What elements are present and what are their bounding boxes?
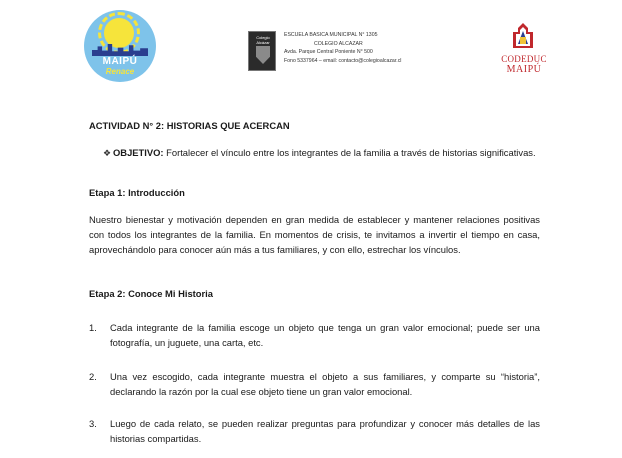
objective-text: Fortalecer el vínculo entre los integrantes de la familia a través de historias significativas.: [163, 147, 536, 158]
school-info-line: Avda. Parque Central Poniente N° 500: [284, 49, 373, 56]
list-item-text: Una vez escogido, cada integrante muestra el objeto a sus familiares, y comparte su “historia”, declarando la razón por la cual ese objeto tiene un gran valor emocional.: [110, 371, 540, 397]
stage1-paragraph: Nuestro bienestar y motivación dependen en gran medida de establecer y mantener relaciones positivas con todos los integrantes de la familia. En momentos de crisis, te invitamos a invertir el tiempo en casa, aprovechándolo para conocer aún más a tus familiares, y con ello, estrechar los vínculos.: [89, 214, 540, 255]
school-info: [284, 31, 414, 65]
list-item-number: 2.: [89, 371, 97, 382]
objective-label: OBJETIVO:: [113, 147, 164, 158]
crest-label: Colegio Alcázar: [256, 35, 270, 45]
maipu-renace-logo: [84, 10, 156, 82]
stage1-heading: Etapa 1: Introducción: [89, 187, 185, 198]
renace-logo-text: Renace: [105, 67, 135, 76]
shield-icon: [256, 46, 270, 64]
maipu-text: MAIPÚ: [506, 64, 542, 75]
objective-paragraph: [113, 146, 537, 161]
colegio-alcazar-crest: [248, 31, 276, 71]
codeduc-text: CODEDUC: [501, 54, 547, 64]
diamond-bullet-icon: ❖: [103, 148, 112, 158]
codeduc-emblem-icon: [508, 22, 538, 52]
activity-title: ACTIVIDAD N° 2: HISTORIAS QUE ACERCAN: [89, 120, 290, 131]
list-item-text: Luego de cada relato, se pueden realizar preguntas para profundizar y conocer más detalles de las historias compartidas.: [110, 418, 540, 444]
codeduc-maipu-logo: [494, 22, 554, 78]
school-info-line: ESCUELA BASICA MUNICIPAL N° 1305: [284, 32, 378, 38]
maipu-logo-text: MAIPÚ: [102, 56, 138, 67]
list-item-text: Cada integrante de la familia escoge un objeto que tenga un gran valor emocional; puede ser una fotografía, un juguete, una carta, etc.: [110, 322, 540, 348]
list-item-number: 3.: [89, 418, 97, 429]
sun-icon: [104, 18, 134, 48]
school-info-line: COLEGIO ALCAZAR: [314, 40, 363, 47]
list-item-number: 1.: [89, 322, 97, 333]
stage2-heading: Etapa 2: Conoce Mi Historia: [89, 288, 213, 299]
school-info-line: Fono 5337964 – email: contacto@colegioalcazar.cl: [284, 57, 402, 64]
